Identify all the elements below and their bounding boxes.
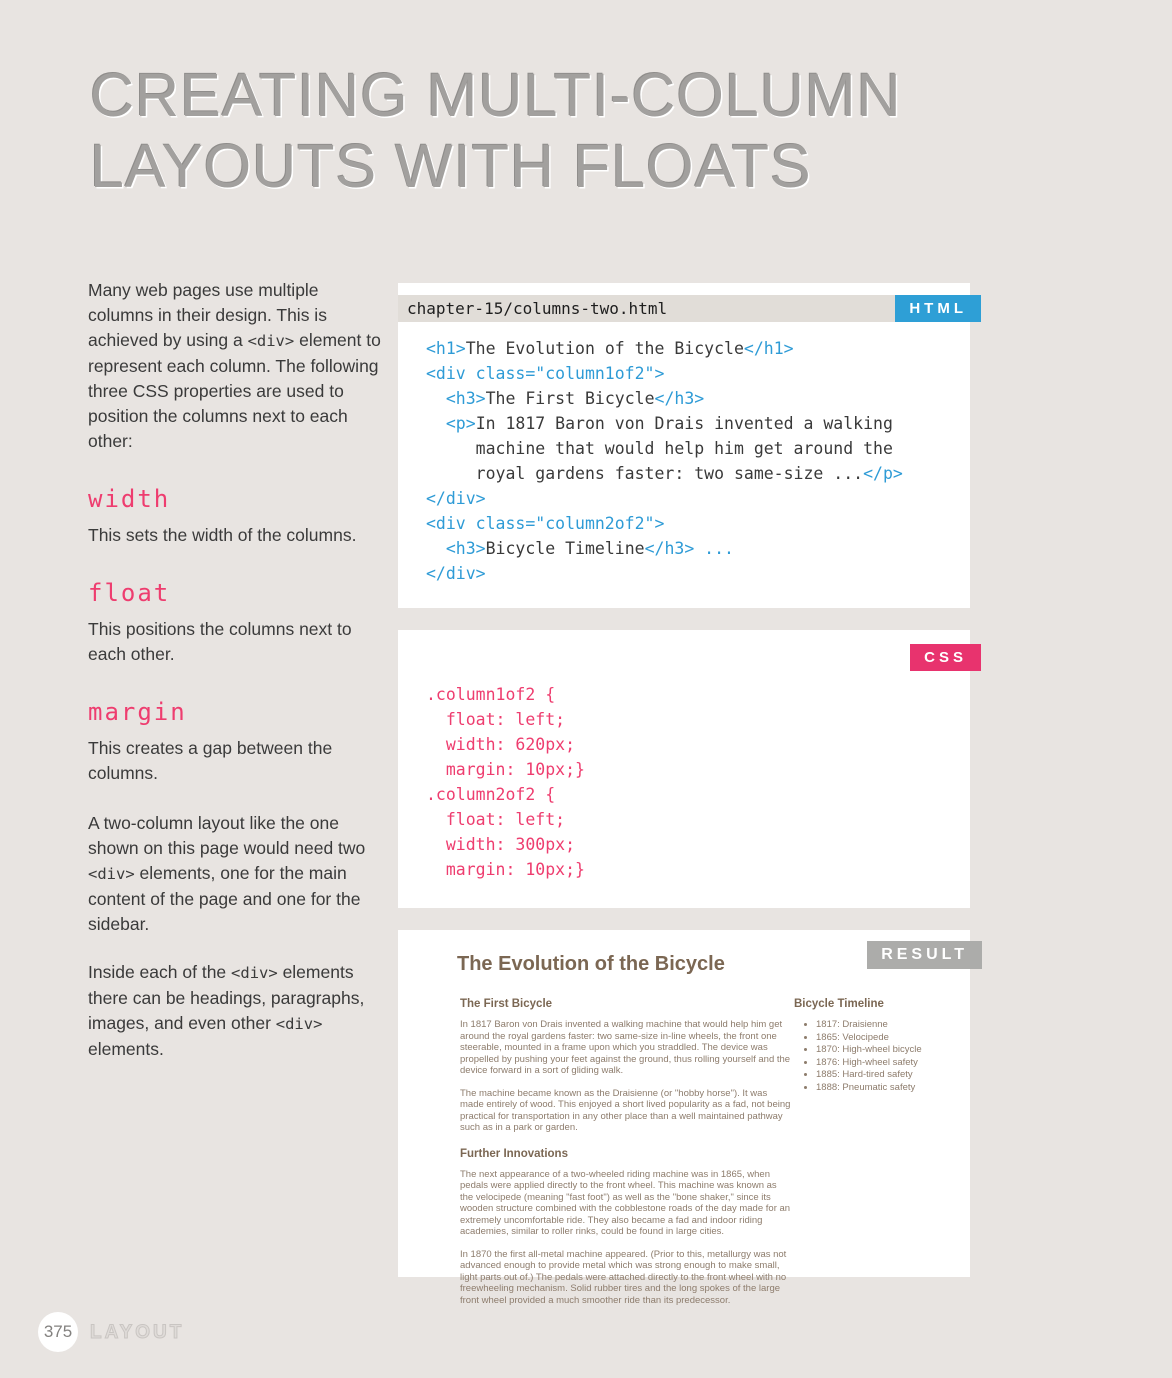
result-panel — [398, 930, 970, 1306]
result-paragraphs-1: In 1817 Baron von Drais invented a walking machine that would help him get around the royal gardens faster: two same-size in-line wheels, the front one steerable, mounted in a frame upon which you straddled. The device was propelled by pushing your feet against the ground, thus rolling yourself and the device forward in a sort of gliding walk. The machine became known as the Draisienne (or "hobby horse"). It was made entirely of wood. This enjoyed a short lived popularity as a fad, not being practical for transportation in any other place than a well maintained pathway such as in a park or garden. — [460, 1019, 791, 1133]
chapter-title — [90, 60, 902, 203]
term-margin-desc: This creates a gap between the columns. — [88, 738, 333, 783]
result-subheading-1: The First Bicycle — [460, 998, 553, 1010]
result-paragraphs-2: The next appearance of a two-wheeled riding machine was in 1865, when pedals were applied directly to the front wheel. This machine was known as the velocipede (meaning "fast foot") as well as the "bone shaker," since its wooden structure combined with the cobblestone roads of the day made for an extremely uncomfortable ride. They also became a fad and indoor riding academies, similar to roller rinks, could be found in large cities. In 1870 the first all-metal machine appeared. (Prior to this, metallurgy was not advanced enough to provide metal which was strong enough to make small, light parts out of.) The pedals were attached directly to the front wheel with no freewheeling mechanism. Solid rubber tires and the long spokes of the large front wheel provided a much smoother ride than its predecessor. — [460, 1168, 791, 1306]
intro-paragraph: Many web pages use multiple columns in their design. This is achieved by using a <div> element to represent each column. The following three CSS properties are used to position the columns next to each other: — [88, 280, 381, 451]
result-sidebar-heading: Bicycle Timeline — [794, 998, 884, 1010]
chapter-title-line1: CREATING MULTI-COLUMN — [90, 61, 902, 129]
term-width-desc: This sets the width of the columns. — [88, 525, 357, 545]
term-float-desc: This positions the columns next to each other. — [88, 619, 352, 664]
term-margin: margin — [88, 698, 187, 726]
html-code-block: <h1>The Evolution of the Bicycle</h1> <div class="column1of2"> <h3>The First Bicycle</h3> <p>In 1817 Baron von Drais invented a walking machine that would help him get around the royal gardens faster: two same-size ...</p> </div> <div class="column2of2"> <h3>Bicycle Timeline</h3> ... </div> — [426, 339, 903, 583]
term-float: float — [88, 579, 171, 607]
result-page-heading: The Evolution of the Bicycle — [457, 953, 725, 975]
term-width: width — [88, 485, 171, 513]
closing-paragraph-1: A two-column layout like the one shown on this page would need two <div> elements, one for the main content of the page and one for the sidebar. — [88, 813, 366, 934]
result-subheading-2: Further Innovations — [460, 1147, 568, 1160]
page-number-badge: 375 — [38, 1312, 78, 1352]
html-code-panel — [398, 283, 970, 608]
explanation-column — [88, 278, 384, 1085]
css-code-block: .column1of2 { float: left; width: 620px; margin: 10px;} .column2of2 { float: left; width: 300px; margin: 10px;} — [426, 685, 585, 879]
footer-section-label: LAYOUT — [90, 1322, 185, 1343]
css-badge: CSS — [910, 644, 981, 671]
result-main-column — [460, 998, 792, 1317]
css-code-panel — [398, 630, 970, 908]
chapter-title-line2: LAYOUTS WITH FLOATS — [90, 132, 812, 201]
html-badge: HTML — [895, 295, 981, 322]
closing-paragraph-2: Inside each of the <div> elements there can be headings, paragraphs, images, and even other <div> elements. — [88, 962, 365, 1059]
result-badge: RESULT — [867, 941, 982, 969]
result-sidebar-column — [794, 998, 954, 1094]
result-timeline-list: • 1817: Draisienne • 1865: Velocipede • 1870: High-wheel bicycle • 1876: High-wheel safety • 1885: Hard-tired safety • 1888: Pneumatic safety — [794, 1019, 954, 1094]
code-filename-bar: chapter-15/columns-two.html — [398, 295, 959, 322]
